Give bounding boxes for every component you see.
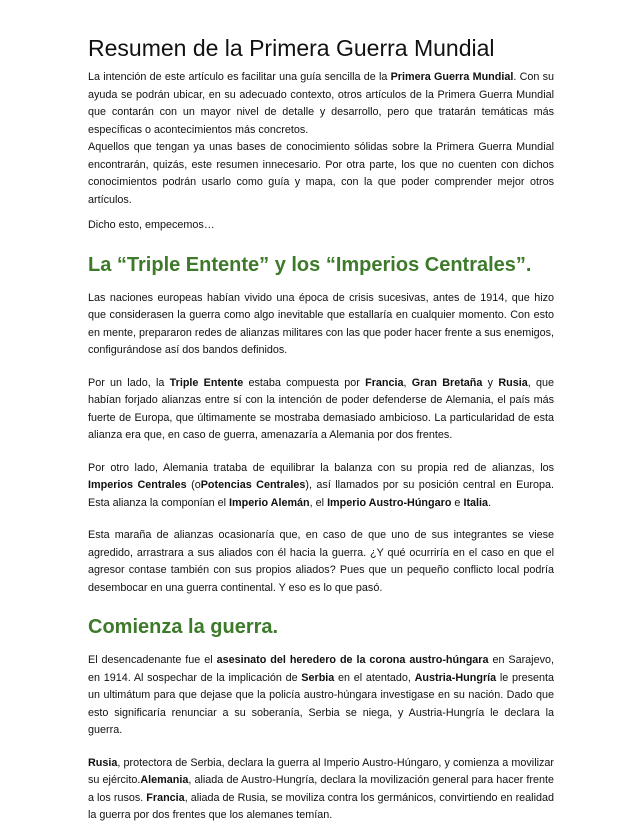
text-run: Por un lado, la xyxy=(88,376,170,389)
text-run: y xyxy=(482,376,499,389)
section-heading-war-begins: Comienza la guerra. xyxy=(88,616,279,638)
bold-text: Serbia xyxy=(301,671,335,684)
text-run: Dicho esto, empecemos… xyxy=(88,219,215,231)
intro-paragraph-3 xyxy=(88,217,554,235)
alliances-paragraph-1 xyxy=(88,290,554,360)
intro-paragraph-2 xyxy=(88,139,554,209)
text-run: estaba compuesta por xyxy=(243,376,366,389)
text-run: , protectora de Serbia, declara la guerra al Imperio Austro-Húngaro, y comienza a movilizar su ejército. xyxy=(88,756,554,786)
text-run: Las naciones europeas habían vivido una época de crisis sucesivas, antes de 1914, que hizo que considerasen la guerra como algo inevitable que estallaría en cualquier momento. Con esto en mente, prepararon redes de alianzas militares con las que poder hacer frente a sus enemigos, configurándose así dos bandos definidos. xyxy=(88,291,554,356)
bold-text: Imperio Austro-Húngaro xyxy=(327,496,452,509)
text-run: , el xyxy=(309,496,328,509)
bold-text: asesinato del heredero de la corona austro-húngara xyxy=(216,654,489,666)
bold-text: Primera Guerra Mundial xyxy=(390,71,514,83)
bold-text: Imperio Alemán xyxy=(229,496,310,509)
bold-text: Austria-Hungría xyxy=(414,671,497,684)
text-run: ), así llamados por su posición central en Europa. Esta alianza la componían el xyxy=(88,479,554,509)
text-run: Por otro lado, Alemania trataba de equilibrar la balanza con su propia red de alianzas, los xyxy=(88,461,554,474)
text-run: (o xyxy=(186,479,201,491)
intro-paragraph-1 xyxy=(88,69,554,139)
text-run: en el atentado, xyxy=(334,671,415,684)
text-run: , xyxy=(403,376,412,389)
text-run: e xyxy=(451,496,464,509)
bold-text: Imperios Centrales xyxy=(88,479,187,491)
text-run: , aliada de Rusia, se moviliza contra los germánicos, convirtiendo en realidad la guerra por dos frentes que los alemanes temían. xyxy=(88,791,554,821)
bold-text: Rusia xyxy=(88,756,118,769)
text-run: El desencadenante fue el xyxy=(88,654,217,666)
alliances-paragraph-4 xyxy=(88,527,554,597)
document-title: Resumen de la Primera Guerra Mundial xyxy=(88,35,495,61)
text-run: Esta maraña de alianzas ocasionaría que, en caso de que uno de sus integrantes se viese agredido, arrastrara a sus aliados con él hacia la guerra. ¿Y qué ocurriría en el caso en que el agresor contase también con sus propios aliados? Pues que un pequeño conflicto local podría desembocar en una guerra continental. Y eso es lo que pasó. xyxy=(88,529,554,594)
bold-text: Italia xyxy=(463,496,489,509)
war-paragraph-2 xyxy=(88,755,554,825)
bold-text: Potencias Centrales xyxy=(200,479,306,491)
section-heading-alliances: La “Triple Entente” y los “Imperios Centrales”. xyxy=(88,253,532,276)
text-run: , aliada de Austro-Hungría, declara la movilización general para hacer frente a los rusos. xyxy=(88,774,554,804)
text-run: Aquellos que tengan ya unas bases de conocimiento sólidas sobre la Primera Guerra Mundial encontrarán, quizás, este resumen innecesario. Por otra parte, los que no cuenten con dichos conocimientos podrán usarlo como guía y mapa, con la que poder comprender mejor otros artículos. xyxy=(88,141,554,206)
bold-text: Rusia xyxy=(498,376,528,389)
bold-text: Francia xyxy=(146,791,185,804)
bold-text: Francia xyxy=(365,376,404,389)
text-run: en Sarajevo, en 1914. Al sospechar de la implicación de xyxy=(88,654,554,684)
text-run: La intención de este artículo es facilitar una guía sencilla de la xyxy=(88,71,391,83)
bold-text: Gran Bretaña xyxy=(411,376,483,389)
text-run: . xyxy=(488,496,492,509)
bold-text: Triple Entente xyxy=(169,376,244,389)
bold-text: Alemania xyxy=(140,774,189,786)
alliances-paragraph-3 xyxy=(88,460,554,513)
text-run: le presenta un ultimátum para que dejase que la policía austro-húngara investigase en su nación. Dado que esto significaría renunciar a su soberanía, Serbia se niega, y Austria-Hungría le declara la guerra. xyxy=(88,671,554,736)
alliances-paragraph-2 xyxy=(88,375,554,445)
text-run: , que habían forjado alianzas entre sí con la intención de poder defenderse de Alemania, el país más fuerte de Europa, que últimamente se mostraba demasiado ambicioso. La particularidad de esta alianza era que, en caso de guerra, amenazaría a Alemania por dos frentes. xyxy=(88,376,554,441)
text-run: . Con su ayuda se podrán ubicar, en su adecuado contexto, otros artículos de la Primera Guerra Mundial que contarán con un mayor nivel de detalle y desarrollo, pero que tratarán temáticas más específicas o acontecimientos más concretos. xyxy=(88,71,554,136)
war-paragraph-1 xyxy=(88,652,554,740)
